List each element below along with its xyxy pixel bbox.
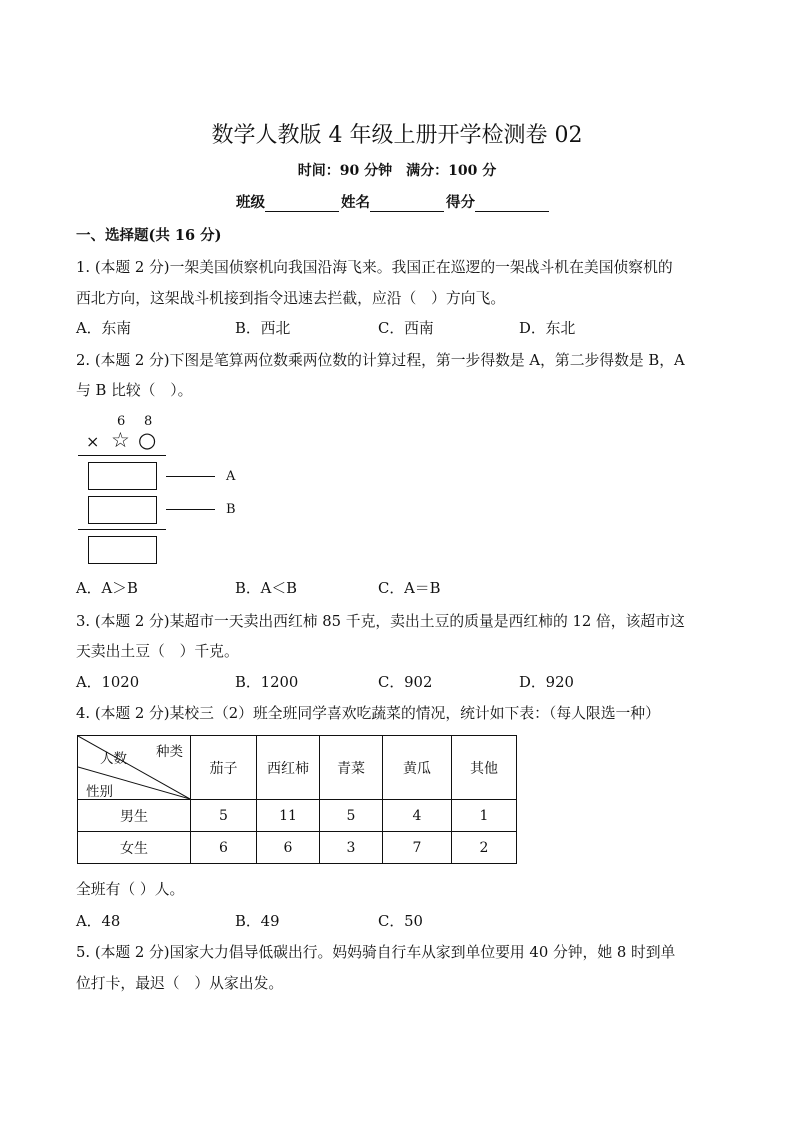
q2-option-c[interactable]: C．A＝B [378,580,441,597]
table-row [78,832,517,864]
column-header: 西红柿 [257,736,320,800]
section-heading: 一、选择题(共 16 分) [76,227,222,244]
q3-text-line2: 天卖出土豆（ ）千克。 [76,643,239,660]
corner-cell [78,736,191,800]
vegetable-table [77,735,517,864]
q5-text-line2: 位打卡，最迟（ ）从家出发。 [76,975,284,992]
q5-text-line1: 5. (本题 2 分)国家大力倡导低碳出行。妈妈骑自行车从家到单位要用 40 分钟，她 8 时到单 [76,944,676,961]
table-cell: 2 [452,832,517,864]
q4-option-a[interactable]: A．48 [76,913,121,930]
row-label: 男生 [78,800,191,832]
column-header: 茄子 [191,736,257,800]
table-header-row [78,736,517,800]
q2-text-line2: 与 B 比较（ ）。 [76,382,193,399]
table-cell: 5 [320,800,383,832]
corner-bottom-label: 性别 [86,784,113,800]
times-icon: × [86,432,100,451]
product-rule-bottom [78,529,166,530]
q4-text-line1: 4. (本题 2 分)某校三（2）班全班同学喜欢吃蔬菜的情况，统计如下表：（每人限选一种） [76,705,660,722]
q4-option-b[interactable]: B．49 [235,913,280,930]
q3-option-b[interactable]: B．1200 [235,674,299,691]
q1-option-b[interactable]: B．西北 [235,320,291,337]
table-cell: 1 [452,800,517,832]
corner-top-label: 种类 [156,744,183,760]
q3-option-c[interactable]: C．902 [378,674,433,691]
pointer-b [166,509,215,510]
table-row [78,800,517,832]
q4-text-line2: 全班有（ ）人。 [76,881,185,898]
column-header: 黄瓜 [383,736,452,800]
exam-meta: 时间：90 分钟 满分：100 分 [297,163,497,179]
q3-text-line1: 3. (本题 2 分)某超市一天卖出西红柿 85 千克，卖出土豆的质量是西红柿的 12 倍，该超市这 [76,613,685,630]
q3-option-d[interactable]: D．920 [519,674,574,691]
score-label: 得分 [446,194,475,211]
name-blank[interactable] [370,197,444,212]
table-cell: 3 [320,832,383,864]
student-info-line [236,191,551,212]
column-header: 青菜 [320,736,383,800]
q2-text-line1: 2. (本题 2 分)下图是笔算两位数乘两位数的计算过程，第一步得数是 A，第二步得数是 B，A [76,352,685,369]
label-b: B [226,502,236,517]
q2-option-a[interactable]: A．A＞B [76,580,138,597]
table-cell: 11 [257,800,320,832]
table-cell: 6 [257,832,320,864]
q1-text-line1: 1. (本题 2 分)一架美国侦察机向我国沿海飞来。我国正在巡逻的一架战斗机在美国侦察机的 [76,259,673,276]
corner-mid-label: 人数 [100,751,127,767]
score-blank[interactable] [475,197,549,212]
product-rule-top [78,455,166,456]
star-icon: ☆ [111,428,130,452]
digit-six: 6 [117,414,126,429]
q1-text-line2: 西北方向，这架战斗机接到指令迅速去拦截，应沿（ ）方向飞。 [76,290,506,307]
box-a [88,462,157,490]
box-result [88,536,157,564]
row-label: 女生 [78,832,191,864]
page-title: 数学人教版 4 年级上册开学检测卷 02 [211,123,583,148]
q3-option-a[interactable]: A．1020 [76,674,140,691]
digit-eight: 8 [144,414,153,429]
table-cell: 5 [191,800,257,832]
table-cell: 6 [191,832,257,864]
q2-option-b[interactable]: B．A＜B [235,580,298,597]
circle-icon: ○ [138,428,157,452]
q1-option-c[interactable]: C．西南 [378,320,434,337]
q1-option-d[interactable]: D．东北 [519,320,576,337]
pointer-a [166,476,215,477]
class-blank[interactable] [265,197,339,212]
label-a: A [226,469,236,484]
table-cell: 7 [383,832,452,864]
q4-option-c[interactable]: C．50 [378,913,423,930]
class-label: 班级 [236,194,265,211]
table-cell: 4 [383,800,452,832]
column-header: 其他 [452,736,517,800]
box-b [88,496,157,524]
q1-option-a[interactable]: A．东南 [76,320,132,337]
name-label: 姓名 [341,194,370,211]
